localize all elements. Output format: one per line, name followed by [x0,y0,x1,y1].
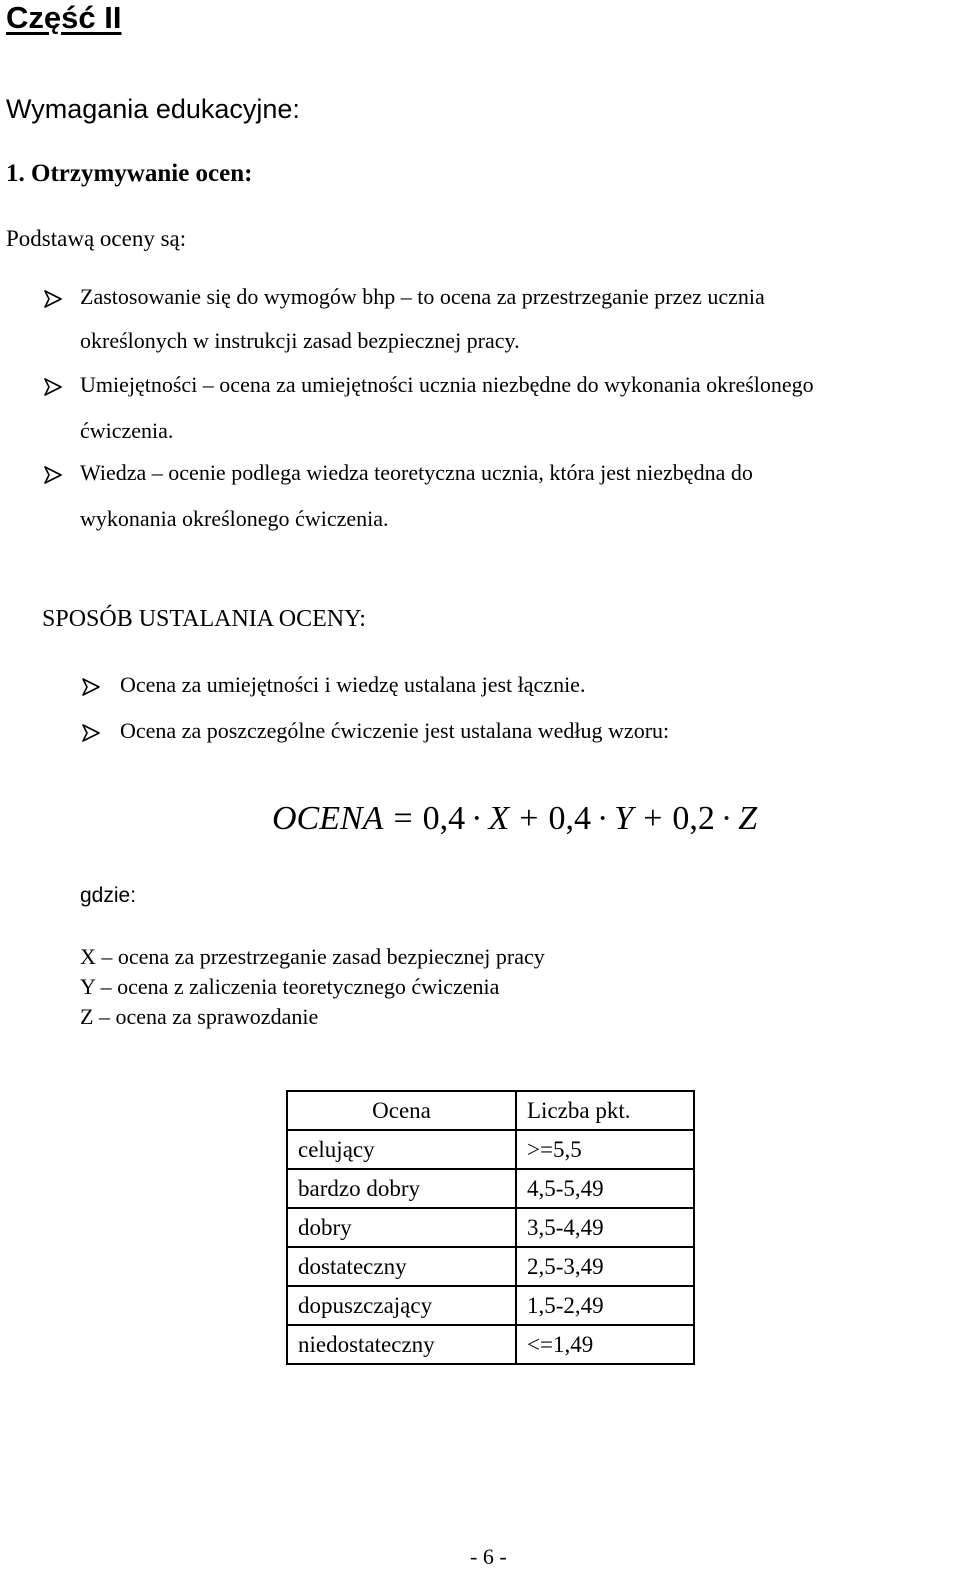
formula-variable: X [488,800,510,837]
arrowhead-bullet-icon [44,466,62,484]
legend-item: X – ocena za przestrzeganie zasad bezpiecznej pracy [80,944,545,969]
grade-name: dobry [287,1208,516,1247]
formula-plus: + [643,800,663,837]
column-header: Ocena [287,1091,516,1130]
legend-item: Z – ocena za sprawozdanie [80,1004,319,1029]
formula-coefficient: 0,4 [548,800,591,837]
grade-formula [272,800,757,838]
list-item: Wiedza – ocenie podlega wiedza teoretyczna ucznia, która jest niezbędna do [80,460,753,485]
grade-name: dostateczny [287,1247,516,1286]
table-row [287,1247,694,1286]
grade-name: dopuszczający [287,1286,516,1325]
grade-name: celujący [287,1130,516,1169]
legend-item: Y – ocena z zaliczenia teoretycznego ćwiczenia [80,974,500,999]
arrowhead-bullet-icon [82,678,100,696]
formula-plus: + [519,800,539,837]
grade-name: bardzo dobry [287,1169,516,1208]
list-item: Ocena za poszczególne ćwiczenie jest ustalana według wzoru: [120,718,670,743]
column-header: Liczba pkt. [516,1091,694,1130]
list-item-continuation: ćwiczenia. [80,418,174,443]
formula-coefficient: 0,4 [422,800,466,837]
grade-points: 1,5-2,49 [516,1286,694,1325]
formula-lhs: OCENA [272,800,384,837]
arrowhead-bullet-icon [82,724,100,742]
formula-dot: · [720,800,733,837]
method-title: SPOSÓB USTALANIA OCENY: [42,606,366,632]
table-row [287,1169,694,1208]
requirements-title: Wymagania edukacyjne: [6,94,300,124]
grade-points: 4,5-5,49 [516,1169,694,1208]
table-row [287,1286,694,1325]
arrowhead-bullet-icon [44,290,62,308]
list-item: Zastosowanie się do wymogów bhp – to ocena za przestrzeganie przez ucznia [80,284,765,309]
grade-name: niedostateczny [287,1325,516,1364]
page-number: - 6 - [470,1544,507,1569]
table-row [287,1208,694,1247]
part-title: Część II [6,0,122,35]
where-label: gdzie: [80,884,137,907]
grade-table [286,1090,695,1365]
formula-variable: Y [614,800,634,837]
list-item-continuation: określonych w instrukcji zasad bezpiecznej pracy. [80,328,520,353]
arrowhead-bullet-icon [44,378,62,396]
section-title: 1. Otrzymywanie ocen: [6,160,253,187]
list-item: Umiejętności – ocena za umiejętności ucznia niezbędne do wykonania określonego [80,372,814,397]
table-header-row [287,1091,694,1130]
grade-points: <=1,49 [516,1325,694,1364]
table-row [287,1130,694,1169]
grade-points: >=5,5 [516,1130,694,1169]
formula-dot: · [471,800,483,837]
basis-label: Podstawą oceny są: [6,226,187,251]
grade-points: 3,5-4,49 [516,1208,694,1247]
table-row [287,1325,694,1364]
formula-coefficient: 0,2 [672,800,715,837]
formula-dot: · [596,800,609,837]
formula-equals: = [393,800,413,837]
formula-variable: Z [738,800,758,837]
grade-points: 2,5-3,49 [516,1247,694,1286]
list-item-continuation: wykonania określonego ćwiczenia. [80,506,389,531]
list-item: Ocena za umiejętności i wiedzę ustalana jest łącznie. [120,672,586,697]
